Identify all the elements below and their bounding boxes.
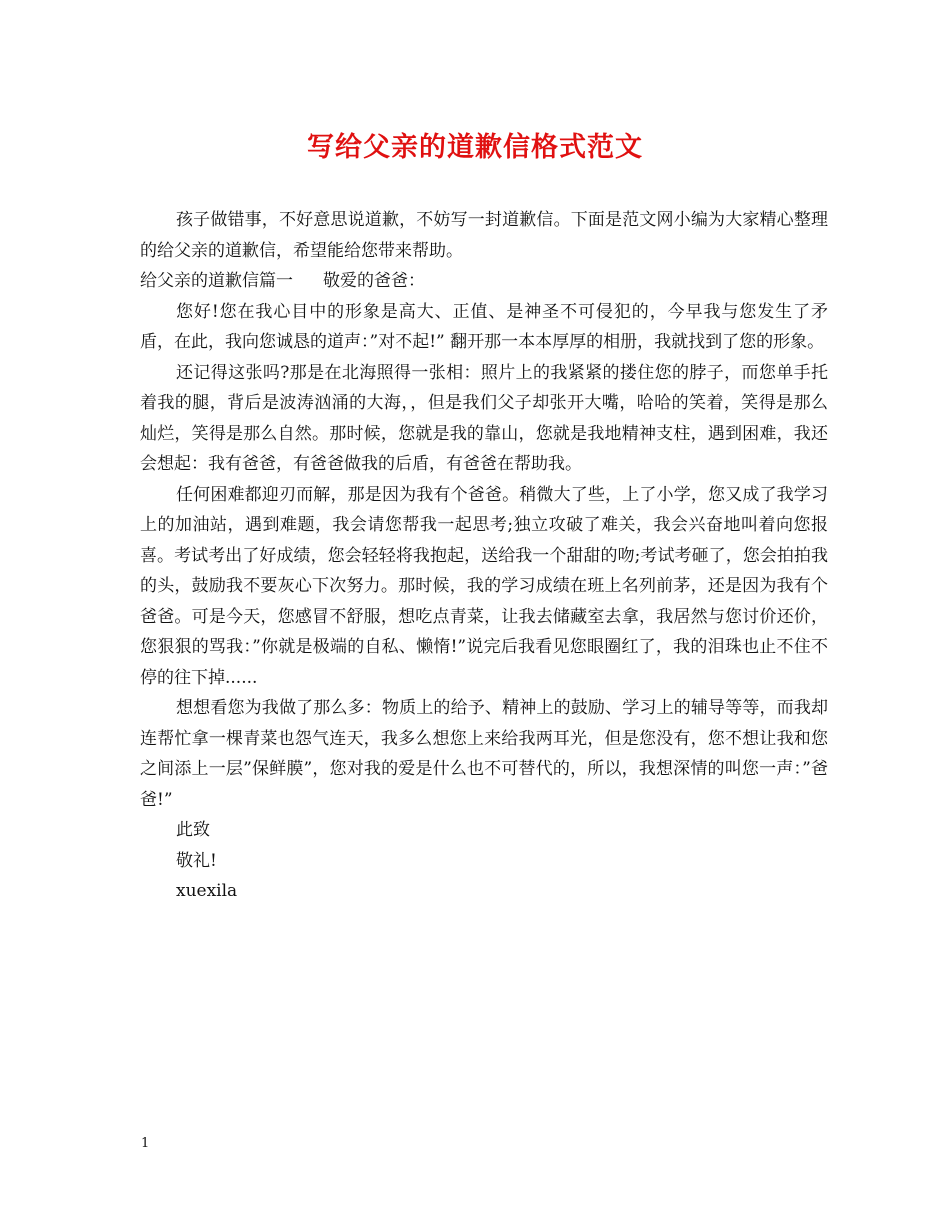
closing-line: 此致 (176, 820, 210, 840)
body-paragraph: 任何困难都迎刃而解，那是因为我有个爸爸。稍微大了些，上了小学，您又成了我学习上的加油站，遇到难题，我会请您帮我一起思考;独立攻破了难关，我会兴奋地叫着向您报喜。考试考出了好成绩，您会轻轻将我抱起，送给我一个甜甜的吻;考试考砸了，您会拍拍我的头，鼓励我不要灰心下次努力。那时候，我的学习成绩在班上名列前茅，还是因为我有个爸爸。可是今天，您感冒不舒服，想吃点青菜，让我去储藏室去拿，我居然与您讨价还价，您狠狠的骂我：”你就是极端的自私、懒惰!”说完后我看见您眼圈红了，我的泪珠也止不住不停的往下掉...... (140, 484, 828, 688)
closing-salute: 敬礼! (176, 850, 217, 871)
signature: xuexila (176, 881, 238, 901)
section-heading-line (140, 266, 828, 297)
page-number: 1 (141, 1136, 150, 1151)
body-paragraph: 还记得这张吗?那是在北海照得一张相：照片上的我紧紧的搂住您的脖子，而您单手托着我的腿，背后是波涛汹涌的大海，，但是我们父子却张开大嘴，哈哈的笑着，笑得是那么灿烂，笑得是那么自然。那时候，您就是我的靠山，您就是我地精神支柱，遇到困难，我还会想起：我有爸爸，有爸爸做我的后盾，有爸爸在帮助我。 (140, 362, 828, 474)
document-title: 写给父亲的道歉信格式范文 (307, 132, 643, 163)
body-paragraph: 您好!您在我心目中的形象是高大、正值、是神圣不可侵犯的，今早我与您发生了矛盾，在此，我向您诚恳的道声：”对不起!” 翻开那一本本厚厚的相册，我就找到了您的形象。 (140, 301, 828, 352)
section-heading: 给父亲的道歉信篇一 (140, 271, 293, 291)
body-paragraph: 想想看您为我做了那么多：物质上的给予、精神上的鼓励、学习上的辅导等等，而我却连帮忙拿一棵青菜也怨气连天，我多么想您上来给我两耳光，但是您没有，您不想让我和您之间添上一层”保鲜膜”，您对我的爱是什么也不可替代的，所以，我想深情的叫您一声：”爸爸!” (140, 698, 828, 810)
document-body (140, 205, 828, 907)
intro-paragraph: 孩子做错事，不好意思说道歉，不妨写一封道歉信。下面是范文网小编为大家精心整理的给父亲的道歉信，希望能给您带来帮助。 (140, 210, 828, 261)
salutation: 敬爱的爸爸： (323, 271, 425, 291)
